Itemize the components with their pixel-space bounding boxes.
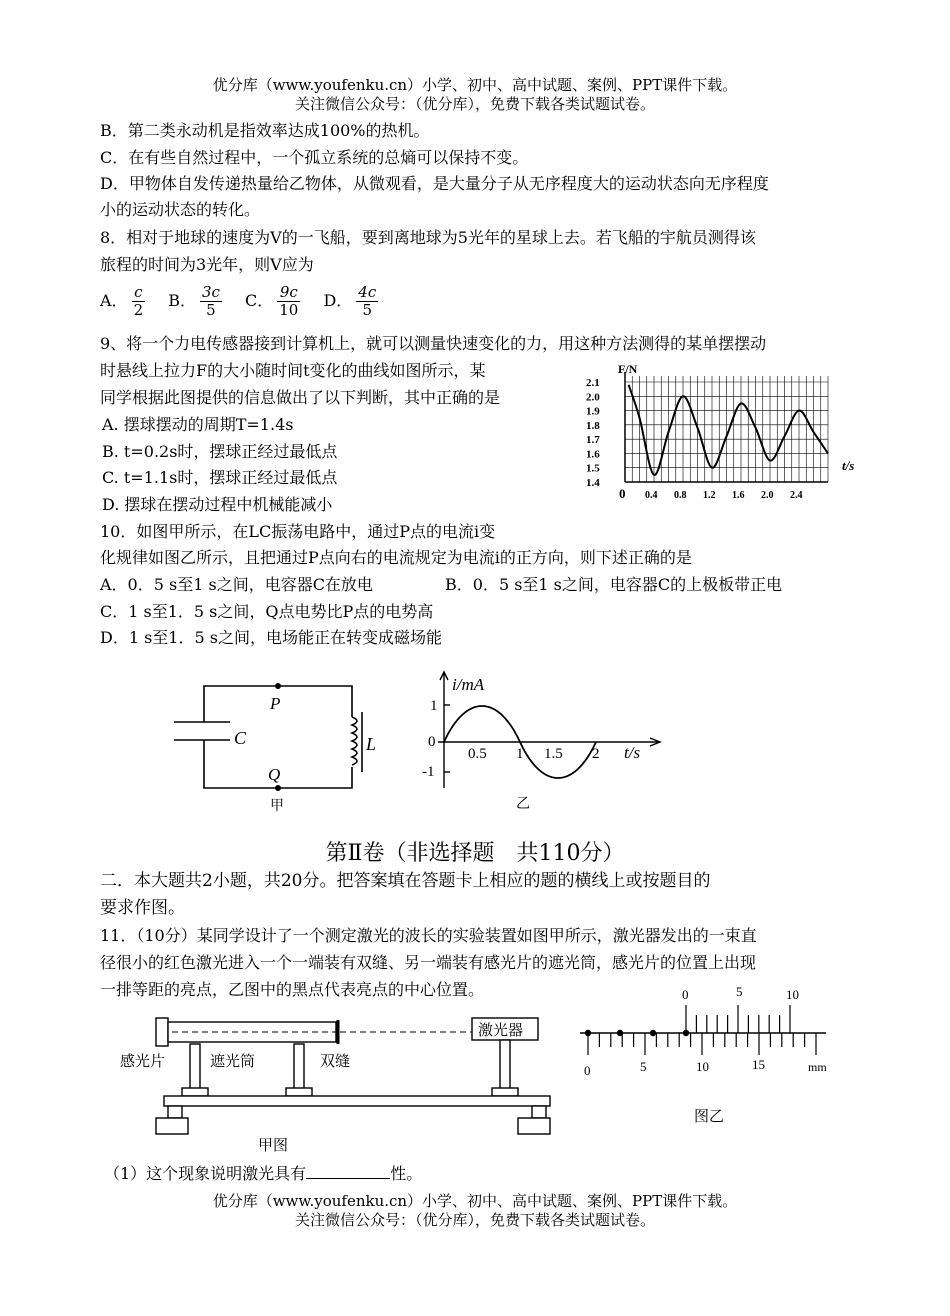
q10-line-1: 10．如图甲所示，在LC振荡电路中，通过P点的电流i变 [100,522,496,541]
current-time-graph [418,668,668,818]
vernier-top-10: 10 [786,987,799,1002]
q9-option-a: A. 摆球摆动的周期T=1.4s [102,415,294,434]
y-tick-label: 2.1 [586,377,600,389]
q7-option-c: C．在有些自然过程中，一个孤立系统的总熵可以保持不变。 [100,148,529,167]
q9-line-3: 同学根据此图提供的信息做出了以下判断，其中正确的是 [100,388,501,407]
x-tick-label: 0.8 [674,490,687,501]
lc-circuit-diagram [168,672,388,822]
bright-spot [585,1030,591,1036]
header-line-2: 关注微信公众号：（优分库），免费下载各类试题试卷。 [294,95,655,113]
q11-line-2: 径很小的红色激光进入一个一端装有双缝、另一端装有感光片的遮光筒，感光片的位置上出现 [100,953,757,972]
x-tick-label: 2.0 [761,490,774,501]
x-tick-label: 1.6 [732,490,745,501]
bright-spot [617,1030,623,1036]
scale-unit: mm [808,1060,827,1074]
part-two-intro-1: 二．本大题共2小题，共20分。把答案填在答题卡上相应的题的横线上或按题目的 [100,871,711,891]
q10-option-a: A．0．5 s至1 s之间，电容器C在放电 [100,575,373,594]
q9-option-c: C. t=1.1s时，摆球正经过最低点 [102,468,338,487]
force-time-chart [580,360,870,505]
apparatus-caption: 甲图 [258,1138,289,1154]
q10-option-c: C．1 s至1．5 s之间，Q点电势比P点的电势高 [100,602,434,621]
header-line-1: 优分库（www.youfenku.cn）小学、初中、高中试题、案例、PPT课件下载。 [212,76,738,94]
vernier-scale-diagram [578,985,838,1130]
q10-option-d: D．1 s至1．5 s之间，电场能正在转变成磁场能 [100,628,442,647]
q8-option-a: A． $\frac{c}{2}$ [100,283,144,319]
slit-label: 双缝 [320,1054,351,1070]
x-tick-labels [619,486,803,501]
main-scale-10: 10 [696,1059,709,1074]
answer-blank[interactable] [306,1164,390,1179]
y-tick-labels [586,377,600,489]
y-tick-label: 1.6 [586,448,600,461]
q11-sub1: （1）这个现象说明激光具有 性。 [104,1164,423,1183]
q8-options [100,284,382,318]
label-l: L [366,734,377,754]
q9-option-d: D. 摆球在摆动过程中机械能减小 [102,495,333,514]
q8-option-c: C． $\frac{9c}{10}$ [245,283,299,319]
i-tick-0: 0 [428,734,436,750]
bright-spot [650,1030,656,1036]
scale-caption: 图乙 [694,1109,725,1125]
main-scale-5: 5 [640,1059,647,1074]
q7-option-b: B．第二类永动机是指效率达成100%的热机。 [100,121,430,140]
part-two-title: 第Ⅱ卷（非选择题 共110分） [325,841,625,866]
film-label: 感光片 [120,1054,166,1070]
bright-spot [683,1030,689,1036]
t-tick-0-5: 0.5 [468,746,487,762]
y-axis-label: F/N [618,362,638,376]
apparatus-diagram [110,1008,560,1158]
q9-line-2: 时悬线上拉力F的大小随时间t变化的曲线如图所示，某 [100,361,486,380]
i-tick-neg1: -1 [422,764,435,780]
force-curve [629,385,828,475]
q7-option-d-line2: 小的运动状态的转化。 [100,200,261,219]
y-tick-label: 1.5 [586,462,600,475]
i-tick-1: 1 [430,698,438,714]
x-tick-label: 0.4 [645,490,658,501]
label-p: P [270,694,281,713]
q11-line-3: 一排等距的亮点，乙图中的黑点代表亮点的中心位置。 [100,980,485,999]
t-axis-label: t/s [624,743,641,762]
i-axis-label: i/mA [452,675,485,694]
laser-label: 激光器 [478,1023,524,1039]
x-tick-label: 2.4 [790,490,803,501]
y-tick-label: 2.0 [586,391,600,404]
t-tick-1: 1 [516,746,524,762]
y-tick-label: 1.8 [586,419,600,432]
circuit-caption: 甲 [270,799,284,814]
q9-line-1: 9、将一个力电传感器接到计算机上，就可以测量快速变化的力，用这种方法测得的某单摆摆动 [100,334,767,353]
y-tick-label: 1.9 [586,405,600,418]
y-tick-label: 1.4 [586,477,600,489]
q8-line-1: 8．相对于地球的速度为V的一飞船，要到离地球为5光年的星球上去。若飞船的宇航员测得该 [100,228,756,247]
label-q: Q [268,765,281,784]
x-axis-label: t/s [842,458,855,473]
graph-caption: 乙 [516,797,530,812]
footer-line-1: 优分库（www.youfenku.cn）小学、初中、高中试题、案例、PPT课件下载。 [212,1192,738,1210]
main-scale-0: 0 [584,1063,591,1078]
x-tick-label: 1.2 [703,490,716,501]
footer-line-2: 关注微信公众号：（优分库），免费下载各类试题试卷。 [294,1211,655,1229]
q11-line-1: 11．（10分）某同学设计了一个测定激光的波长的实验装置如图甲所示，激光器发出的一束直 [100,926,757,945]
t-tick-2: 2 [592,746,600,762]
q8-option-d: D． $\frac{4c}{5}$ [323,283,377,319]
y-tick-label: 1.7 [586,434,600,447]
chart-grid [625,376,828,482]
q8-line-2: 旅程的时间为3光年，则V应为 [100,255,314,274]
q9-option-b: B. t=0.2s时，摆球正经过最低点 [102,442,338,461]
label-c: C [234,728,247,748]
q8-option-b: B． $\frac{3c}{5}$ [168,283,220,319]
main-scale-15: 15 [752,1057,765,1072]
part-two-intro-2: 要求作图。 [100,898,185,918]
q10-option-b: B．0．5 s至1 s之间，电容器C的上极板带正电 [445,575,783,594]
vernier-top-5: 5 [736,985,743,999]
x-tick-label: 0 [619,486,626,501]
t-tick-1-5: 1.5 [544,746,563,762]
tube-label: 遮光筒 [210,1054,256,1070]
q7-option-d-line1: D．甲物体自发传递热量给乙物体，从微观看，是大量分子从无序程度大的运动状态向无序程度 [100,174,769,193]
vernier-top-0: 0 [682,987,689,1002]
q10-line-2: 化规律如图乙所示，且把通过P点向右的电流规定为电流i的正方向，则下述正确的是 [100,548,692,567]
